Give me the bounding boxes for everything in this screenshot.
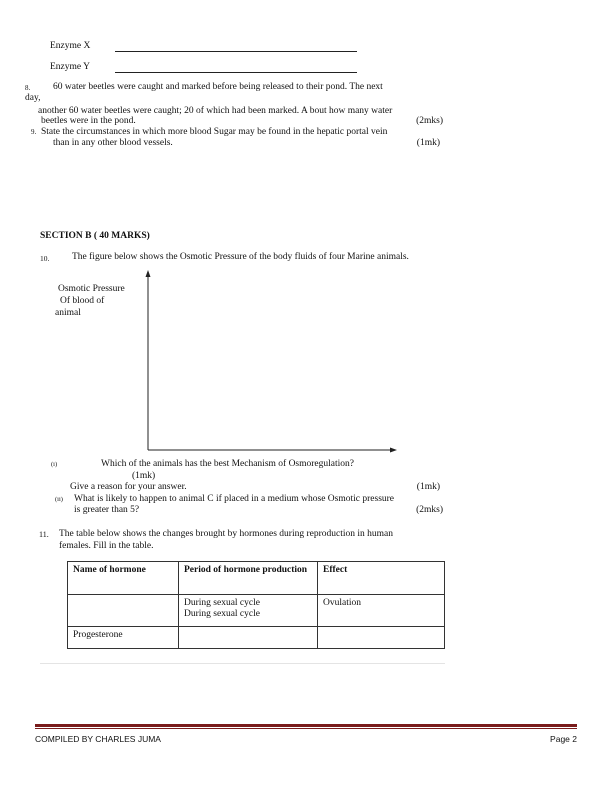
table-header: Period of hormone production bbox=[179, 562, 318, 595]
graph-axes bbox=[140, 268, 402, 458]
graph-y-label: Of blood of bbox=[60, 296, 105, 306]
graph-y-label: Osmotic Pressure bbox=[58, 284, 125, 294]
q10-i-number: (i) bbox=[51, 461, 58, 468]
q9-text: State the circumstances in which more blood Sugar may be found in the hepatic portal vein bbox=[41, 127, 388, 137]
hormone-table bbox=[67, 561, 445, 649]
q10-ii-text: is greater than 5? bbox=[74, 505, 140, 515]
table-header: Effect bbox=[318, 562, 445, 595]
page-number: Page 2 bbox=[550, 734, 577, 744]
x-axis-arrow-icon bbox=[390, 448, 397, 453]
table-cell: During sexual cycle During sexual cycle bbox=[179, 595, 318, 627]
table-cell[interactable] bbox=[179, 627, 318, 649]
q9-text: than in any other blood vessels. bbox=[53, 138, 173, 148]
enzyme-x-answer-line[interactable] bbox=[115, 51, 357, 52]
q10-text: The figure below shows the Osmotic Pressure of the body fluids of four Marine animals. bbox=[72, 252, 409, 262]
q8-text: beetles were in the pond. bbox=[41, 116, 136, 126]
enzyme-y-label: Enzyme Y bbox=[50, 62, 91, 72]
q10-i-reason-marks: (1mk) bbox=[416, 482, 440, 492]
footer-rule bbox=[35, 724, 577, 729]
q8-number: 8. bbox=[25, 84, 31, 92]
q8-text: another 60 water beetles were caught; 20 of which had been marked. A bout how many water bbox=[38, 106, 393, 116]
table-cell: Progesterone bbox=[68, 627, 179, 649]
q10-ii-marks: (2mks) bbox=[416, 505, 443, 515]
table-row bbox=[68, 595, 445, 627]
q9-marks: (1mk) bbox=[416, 138, 440, 148]
table-row bbox=[68, 627, 445, 649]
q11-number: 11. bbox=[39, 530, 49, 539]
q10-number: 10. bbox=[40, 254, 50, 263]
table-cell[interactable] bbox=[68, 595, 179, 627]
q10-i-marks: (1mk) bbox=[132, 471, 156, 481]
table-cell[interactable] bbox=[318, 627, 445, 649]
q8-text: 60 water beetles were caught and marked before being released to their pond. The next bbox=[53, 82, 383, 92]
enzyme-y-answer-line[interactable] bbox=[115, 72, 357, 73]
q8-text: day, bbox=[25, 93, 41, 103]
q9-number: 9. bbox=[31, 128, 37, 136]
q10-ii-number: (ii) bbox=[55, 496, 63, 503]
y-axis-arrow-icon bbox=[146, 270, 151, 277]
table-cell: Ovulation bbox=[318, 595, 445, 627]
enzyme-x-label: Enzyme X bbox=[50, 41, 91, 51]
q10-i-reason: Give a reason for your answer. bbox=[70, 482, 187, 492]
footer-author: COMPILED BY CHARLES JUMA bbox=[35, 734, 161, 744]
q10-ii-text: What is likely to happen to animal C if placed in a medium whose Osmotic pressure bbox=[74, 494, 395, 504]
q11-text: The table below shows the changes brought by hormones during reproduction in human bbox=[59, 529, 394, 539]
q8-marks: (2mks) bbox=[416, 116, 443, 126]
q11-text: females. Fill in the table. bbox=[59, 541, 154, 551]
divider bbox=[40, 663, 445, 664]
q10-i-text: Which of the animals has the best Mechanism of Osmoregulation? bbox=[101, 459, 355, 469]
section-heading: SECTION B ( 40 MARKS) bbox=[40, 231, 150, 241]
table-header: Name of hormone bbox=[68, 562, 179, 595]
graph-y-label: animal bbox=[55, 308, 81, 318]
